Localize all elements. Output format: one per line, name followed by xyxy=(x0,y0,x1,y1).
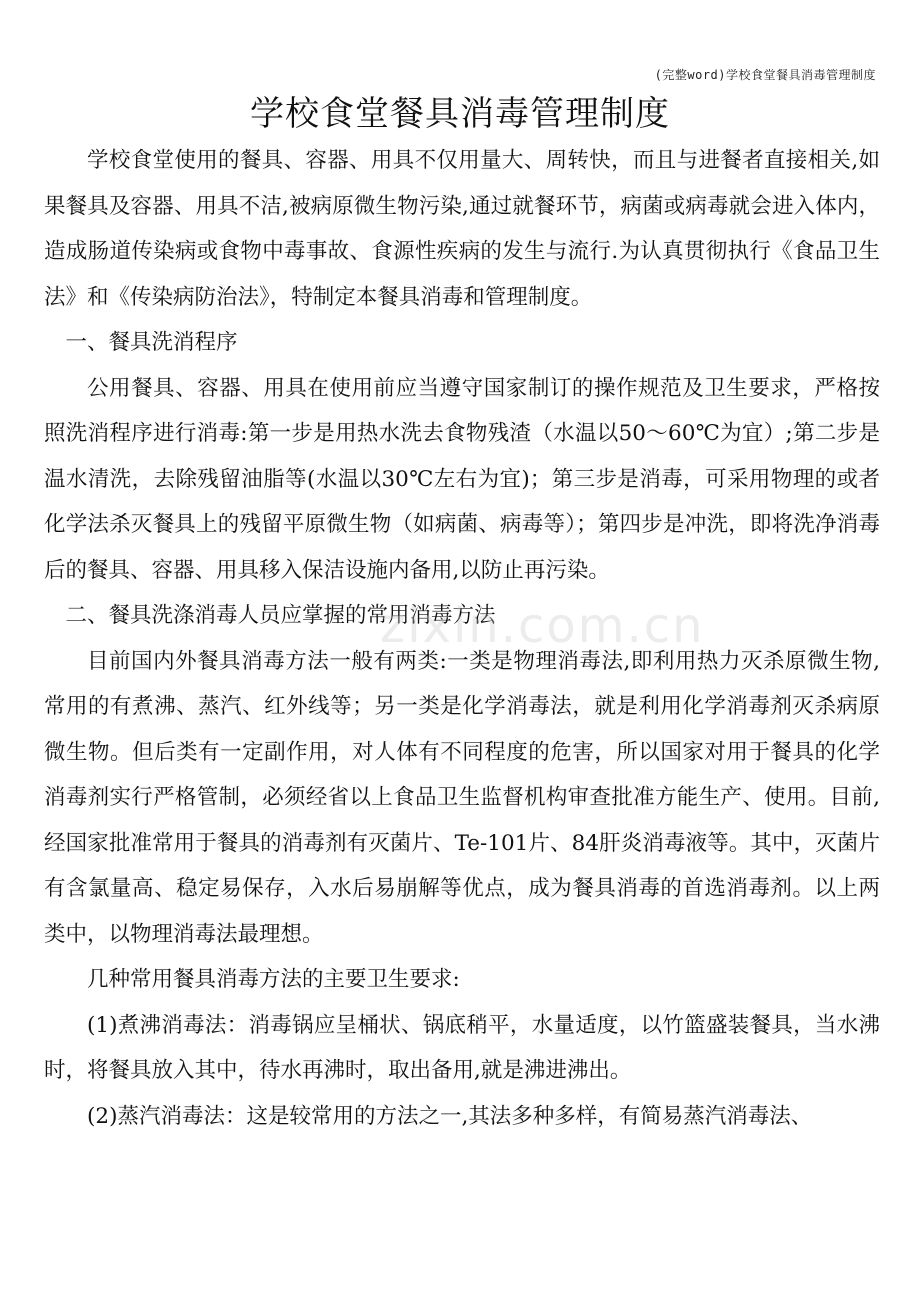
document-body xyxy=(44,138,880,1139)
page-title: 学校食堂餐具消毒管理制度 xyxy=(250,94,670,134)
section-heading-2: 二、餐具洗涤消毒人员应掌握的常用消毒方法 xyxy=(65,603,496,628)
header-note: (完整word)学校食堂餐具消毒管理制度 xyxy=(654,68,876,82)
intro-paragraph: 学校食堂使用的餐具、容器、用具不仅用量大、周转快，而且与进餐者直接相关,如果餐具及容器、用具不洁,被病原微生物污染,通过就餐环节，病菌或病毒就会进入体内，造成肠道传染病或食物中毒事故、食源性疾病的发生与流行.为认真贯彻执行《食品卫生法》和《传染病防治法》，特制定本餐具消毒和管理制度。 xyxy=(44,148,880,310)
requirements-intro: 几种常用餐具消毒方法的主要卫生要求: xyxy=(87,967,460,992)
section-heading-1: 一、餐具洗消程序 xyxy=(65,330,238,355)
watermark: zixin.com.cn xyxy=(380,598,705,654)
section-2-paragraph: 目前国内外餐具消毒方法一般有两类:一类是物理消毒法,即利用热力灭杀原微生物,常用的有煮沸、蒸汽、红外线等；另一类是化学消毒法，就是利用化学消毒剂灭杀病原微生物。但后类有一定副作用，对人体有不同程度的危害，所以国家对用于餐具的化学消毒剂实行严格管制，必须经省以上食品卫生监督机构审查批准方能生产、使用。目前,经国家批准常用于餐具的消毒剂有灭菌片、Te-101片、84肝炎消毒液等。其中，灭菌片有含氯量高、稳定易保存，入水后易崩解等优点，成为餐具消毒的首选消毒剂。以上两类中，以物理消毒法最理想。 xyxy=(44,648,880,947)
section-1-paragraph: 公用餐具、容器、用具在使用前应当遵守国家制订的操作规范及卫生要求，严格按照洗消程序进行消毒:第一步是用热水洗去食物残渣（水温以50～60℃为宜）;第二步是温水清洗，去除残留油脂等(水温以30℃左右为宜)；第三步是消毒，可采用物理的或者化学法杀灭餐具上的残留平原微生物（如病菌、病毒等）；第四步是冲洗，即将洗净消毒后的餐具、容器、用具移入保洁设施内备用,以防止再污染。 xyxy=(44,375,880,583)
method-boiling-paragraph: (1)煮沸消毒法：消毒锅应呈桶状、锅底稍平，水量适度，以竹篮盛装餐具，当水沸时，将餐具放入其中，待水再沸时，取出备用,就是沸进沸出。 xyxy=(44,1012,880,1083)
method-steam-paragraph: (2)蒸汽消毒法：这是较常用的方法之一,其法多种多样，有简易蒸汽消毒法、 xyxy=(87,1103,813,1129)
